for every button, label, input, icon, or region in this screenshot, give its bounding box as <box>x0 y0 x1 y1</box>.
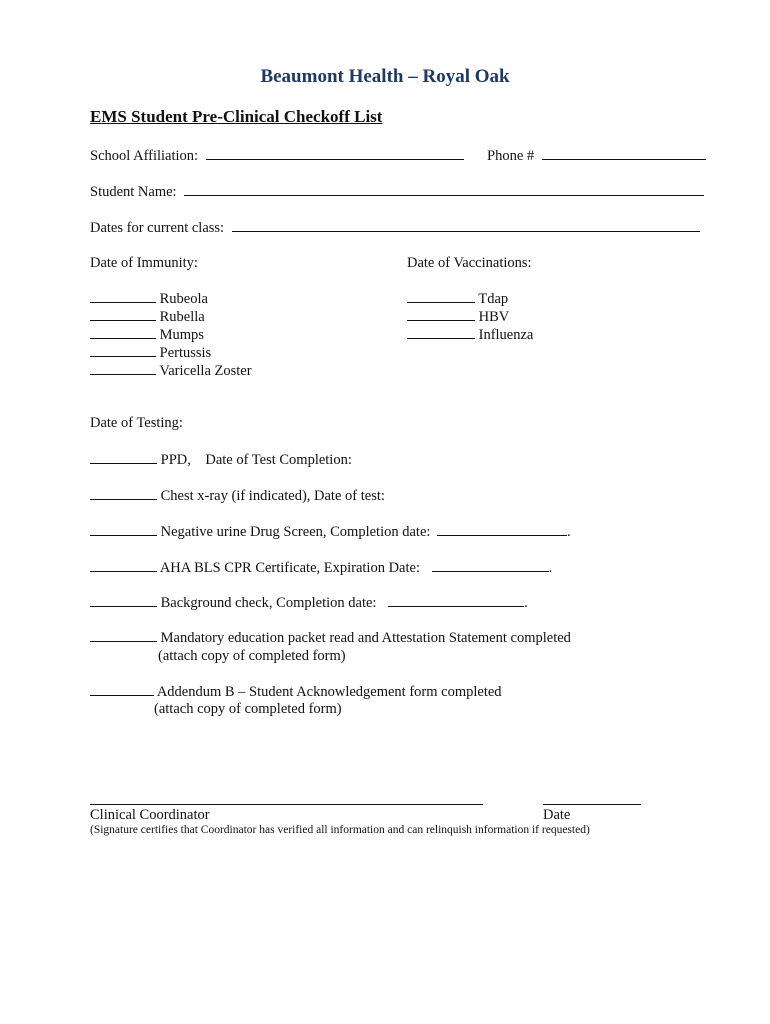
testing-heading: Date of Testing: <box>90 415 183 431</box>
addendum-b-check-field[interactable] <box>90 682 154 696</box>
immunity-label: Rubella <box>159 309 205 325</box>
coordinator-signature-line[interactable] <box>90 804 483 805</box>
school-affiliation-label: School Affiliation: <box>90 148 199 164</box>
signature-date-line[interactable] <box>543 804 641 805</box>
immunity-rubella-row <box>90 307 205 326</box>
student-name-label: Student Name: <box>90 184 177 200</box>
phone-row <box>487 146 706 165</box>
chest-xray-label: Chest x-ray (if indicated), Date of test: <box>160 488 385 504</box>
phone-field[interactable] <box>542 146 706 160</box>
mandatory-education-check-field[interactable] <box>90 628 157 642</box>
period: . <box>524 595 528 611</box>
student-name-row <box>90 182 704 201</box>
drug-screen-row <box>90 522 571 541</box>
vaccination-label: HBV <box>478 309 510 325</box>
vaccination-influenza-row <box>407 325 533 344</box>
immunity-label: Varicella Zoster <box>159 363 252 379</box>
background-check-row <box>90 593 528 612</box>
mandatory-education-row <box>90 628 571 647</box>
immunity-label: Mumps <box>159 327 204 343</box>
immunity-date-field[interactable] <box>90 289 156 303</box>
signature-note: (Signature certifies that Coordinator has verified all information and can relinquish information if requested) <box>90 824 590 836</box>
chest-xray-row <box>90 486 385 505</box>
bls-label: AHA BLS CPR Certificate, Expiration Date: <box>159 560 420 576</box>
school-affiliation-row <box>90 146 464 165</box>
chest-xray-date-field[interactable] <box>90 486 157 500</box>
checklist-subtitle: EMS Student Pre-Clinical Checkoff List <box>90 107 383 126</box>
vaccination-label: Influenza <box>478 327 534 343</box>
mandatory-education-label: Mandatory education packet read and Attestation Statement completed <box>160 630 571 646</box>
immunity-mumps-row <box>90 325 204 344</box>
immunity-varicella-row <box>90 361 252 380</box>
immunity-pertussis-row <box>90 343 211 362</box>
drug-screen-label: Negative urine Drug Screen, Completion date: <box>160 524 431 540</box>
vaccination-hbv-row <box>407 307 509 326</box>
immunity-date-field[interactable] <box>90 307 156 321</box>
clinical-coordinator-label: Clinical Coordinator <box>90 807 210 823</box>
immunity-date-field[interactable] <box>90 343 156 357</box>
drug-screen-date-field[interactable] <box>437 522 567 536</box>
immunity-heading: Date of Immunity: <box>90 255 198 271</box>
immunity-date-field[interactable] <box>90 325 156 339</box>
addendum-b-row <box>90 682 502 701</box>
vaccination-tdap-row <box>407 289 508 308</box>
phone-label: Phone # <box>487 148 535 164</box>
vaccination-date-field[interactable] <box>407 325 475 339</box>
background-date-field[interactable] <box>388 593 524 607</box>
background-check-field[interactable] <box>90 593 157 607</box>
vaccination-date-field[interactable] <box>407 289 475 303</box>
bls-date-field[interactable] <box>432 558 549 572</box>
mandatory-education-note: (attach copy of completed form) <box>158 648 346 664</box>
school-affiliation-field[interactable] <box>206 146 464 160</box>
bls-check-field[interactable] <box>90 558 157 572</box>
vaccination-date-field[interactable] <box>407 307 475 321</box>
dates-current-class-label: Dates for current class: <box>90 220 225 236</box>
period: . <box>567 524 571 540</box>
period: . <box>548 560 553 576</box>
document-title: Beaumont Health – Royal Oak <box>260 66 510 87</box>
ppd-label: PPD, Date of Test Completion: <box>160 452 352 468</box>
bls-row <box>90 558 552 577</box>
addendum-b-label: Addendum B – Student Acknowledgement form completed <box>156 684 502 700</box>
date-label: Date <box>543 807 571 823</box>
vaccination-label: Tdap <box>478 291 509 307</box>
dates-current-class-row <box>90 218 700 237</box>
immunity-label: Rubeola <box>159 291 208 307</box>
immunity-rubeola-row <box>90 289 208 308</box>
dates-current-class-field[interactable] <box>232 218 700 232</box>
immunity-label: Pertussis <box>159 345 212 361</box>
drug-screen-check-field[interactable] <box>90 522 157 536</box>
vaccinations-heading: Date of Vaccinations: <box>407 255 532 271</box>
ppd-date-field[interactable] <box>90 450 157 464</box>
student-name-field[interactable] <box>184 182 704 196</box>
addendum-b-note: (attach copy of completed form) <box>154 701 342 717</box>
immunity-date-field[interactable] <box>90 361 156 375</box>
ppd-row <box>90 450 352 469</box>
background-check-label: Background check, Completion date: <box>160 595 377 611</box>
